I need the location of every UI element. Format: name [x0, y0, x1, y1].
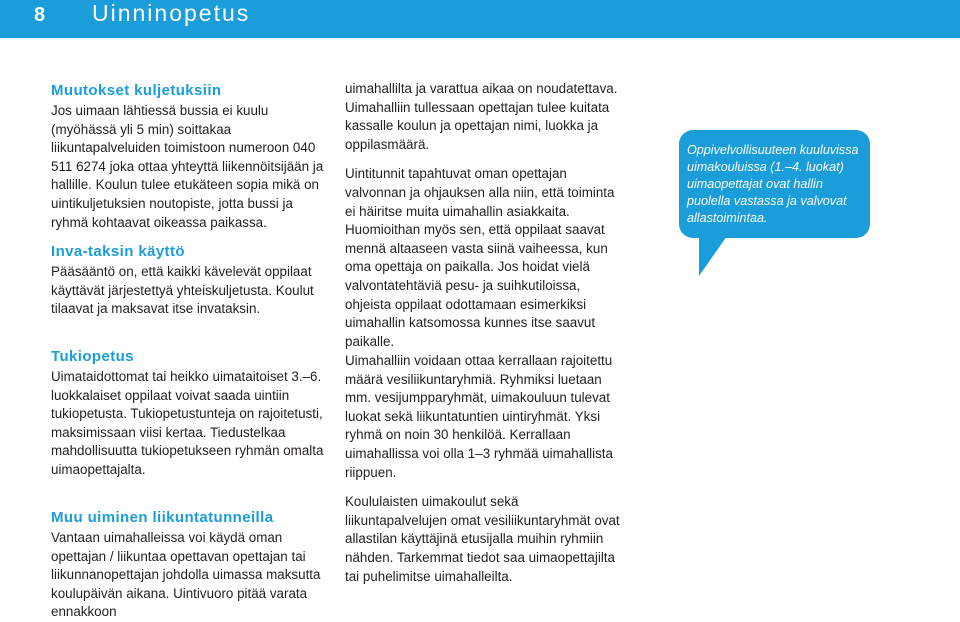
- body-paragraph: Koululaisten uimakoulut sekä liikuntapalvelujen omat vesiliikuntaryhmät ovat allastilan käyttäjinä etusijalla muihin ryhmiin nähden. Tarkemmat tiedot saa uimaopettajilta tai puhelimitse uimahalleilta.: [345, 494, 620, 584]
- page-number: 8: [34, 4, 46, 26]
- section-muu-uiminen: [51, 509, 328, 622]
- body-paragraph: uimahallilta ja varattua aikaa on noudatettava. Uimahalliin tullessaan opettajan tulee kuitata kassalle koulun ja opettajan nimi, luokka ja oppilasmäärä.: [345, 81, 618, 152]
- middle-column-bottom: [345, 352, 621, 586]
- callout-box: [679, 130, 870, 238]
- section-heading: Muu uiminen liikuntatunneilla: [51, 509, 274, 526]
- section-heading: Inva-taksin käyttö: [51, 243, 185, 260]
- middle-column-top: [345, 80, 621, 351]
- body-paragraph: Uintitunnit tapahtuvat oman opettajan valvonnan ja ohjauksen alla niin, että toiminta ei häiritse muita uimahallin asiakkaita. Huomioithan myös sen, että oppilaat saavat mennä altaaseen vasta siinä vaiheessa, kun oma opettaja on paikalla. Jos hoidat vielä valvontatehtäviä pesu- ja suihkutiloissa, ohjeista oppilaat odottamaan esimerkiksi uimahallin katsomossa kunnes itse saavut paikalle.: [345, 166, 615, 349]
- section-paragraph: Pääsääntö on, että kaikki kävelevät oppilaat käyttävät järjestettyä yhteiskuljetusta. Koulut tilaavat ja maksavat itse invataksin.: [51, 264, 314, 317]
- page-title: Uinninopetus: [92, 0, 251, 26]
- body-paragraph: Uimahalliin voidaan ottaa kerrallaan rajoitettu määrä vesiliikuntaryhmiä. Ryhmiksi luetaan mm. vesijumpparyhmät, uimakouluun tulevat luokat sekä liikuntatuntien uintiryhmät. Yksi ryhmä on noin 30 henkilöä. Kerrallaan uimahallissa voi olla 1–3 ryhmää uimahallista riippuen.: [345, 353, 613, 480]
- section-heading: Tukiopetus: [51, 348, 134, 365]
- section-kuljetukset: [51, 82, 328, 232]
- section-paragraph: Vantaan uimahalleissa voi käydä oman opettajan / liikuntaa opettavan opettajan tai liikunnanopettajan johdolla uimassa maksutta koulupäivän aikana. Uintivuoro pitää varata ennakkoon: [51, 530, 321, 620]
- section-paragraph: Jos uimaan lähtiessä bussia ei kuulu (myöhässä yli 5 min) soittakaa liikuntapalveluiden toimistoon numeroon 040 511 6274 joka ottaa yhteyttä liikennöitsijään ja hallille. Koulun tulee etukäteen sopia mikä on uintikuljetuksien noutopiste, jotta bussi ja ryhmä kohtaavat oikeassa paikassa.: [51, 103, 324, 230]
- page-header: [0, 0, 960, 38]
- callout-text: Oppivelvollisuuteen kuuluvissa uimakouluissa (1.–4. luokat) uimaopettajat ovat hallin puolella vastassa ja valvovat allastoimintaa.: [687, 143, 859, 225]
- section-inva-taksi: [51, 243, 328, 319]
- section-tukiopetus: [51, 348, 328, 480]
- section-heading: Muutokset kuljetuksiin: [51, 82, 222, 99]
- section-paragraph: Uimataidottomat tai heikko uimataitoiset 3.–6. luokkalaiset oppilaat voivat saada uintiin tukiopetusta. Tukiopetustunteja on rajoitetusti, maksimissaan viisi kertaa. Tiedustelkaa mahdollisuutta tukiopetukseen ryhmän omalta uimaopettajalta.: [51, 369, 324, 477]
- callout-tail: [699, 236, 727, 276]
